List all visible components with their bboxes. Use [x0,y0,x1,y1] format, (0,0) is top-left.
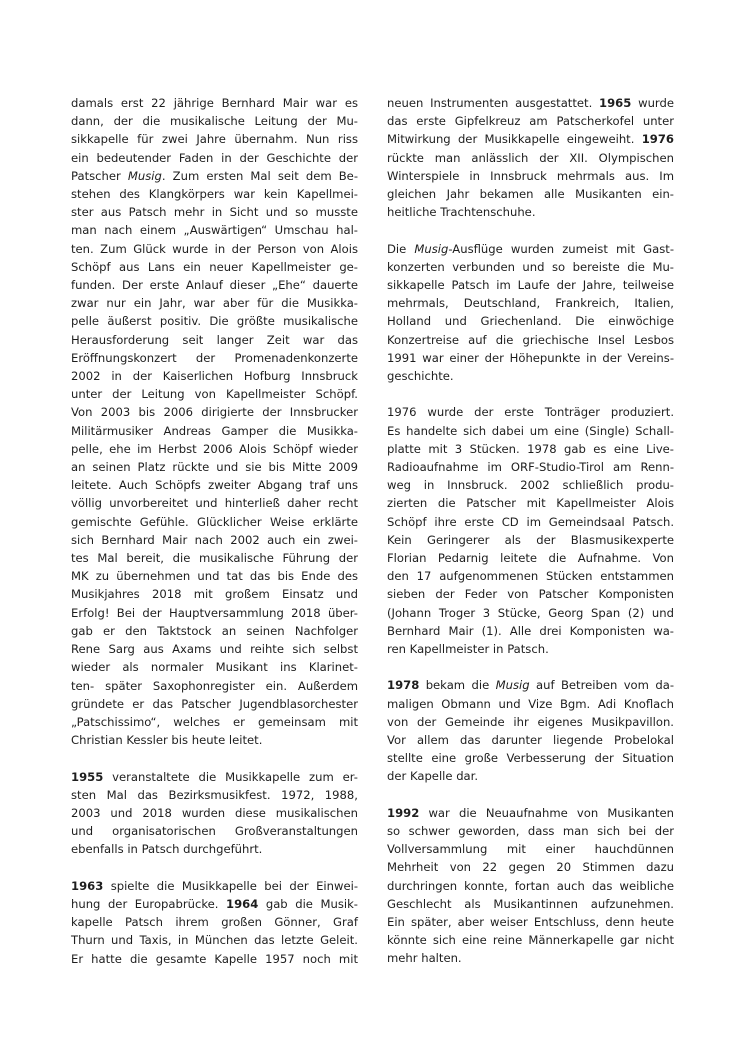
text-line: Patscher Musig. Zum ersten Mal seit dem Be- [71,168,358,183]
text-line: ten. Zum Glück wurde in der Person von Alois [71,241,358,256]
text-line: Schöpf aus Lans ein neuer Kapellmeister ge- [71,259,358,274]
text-line: Schöpf ihre erste CD im Gemeindsaal Patsch. [387,514,674,529]
text-line: sikkapelle Patsch im Laufe der Jahre, teilweise [387,278,674,293]
text-line: 1976 wurde der erste Tonträger produziert. [387,405,674,420]
text-line: tes Mal bereit, die musikalische Führung der [71,551,358,566]
year-highlight: 1955 [71,769,104,784]
text-line: 1963 spielte die Musikkapelle bei der Einwei- [71,878,358,893]
text-line: der Kapelle dar. [387,769,479,784]
text-line: Es handelte sich dabei um eine (Single) Schall- [387,423,674,438]
text-line: rückte man anlässlich der XII. Olympischen [387,150,674,165]
right-text-column [387,94,674,986]
text-line: gab er den Taktstock an seinen Nachfolger [71,623,358,638]
paragraph [71,768,358,859]
year-highlight: 1978 [387,678,420,693]
text-line: platte mit 3 Stücken. 1978 gab es eine Live- [387,441,674,456]
text-line: Vor allem das darunter liegende Probelokal [387,733,674,748]
text-line: 1991 war einer der Höhepunkte in der Vereins- [387,350,674,365]
paragraph [71,877,358,968]
text-line: mehr halten. [387,951,462,966]
italic-term: Musig [495,678,530,693]
text-line: Geschlecht als Musikantinnen aufzunehmen. [387,896,674,911]
text-line: damals erst 22 jährige Bernhard Mair war es [71,96,358,110]
text-line: Bernhard Mair (1). Alle drei Komponisten wa- [387,623,674,638]
text-line: gleichen Jahr bekamen alle Musikanten ein- [387,187,674,202]
text-line: hung der Europabrücke. 1964 gab die Musik- [71,896,358,911]
year-highlight: 1976 [641,132,674,147]
text-line: Vollversammlung mit einer hauchdünnen [387,842,674,857]
text-line: ren Kapellmeister in Patsch. [387,642,549,657]
italic-term: Musig [414,241,449,256]
text-line: ten- später Saxophonregister ein. Außerdem [71,678,358,693]
text-line: sikkapelle für zwei Jahre übernahm. Nun riss [71,132,358,147]
text-line: heitliche Trachtenschuhe. [387,205,536,220]
text-line: Rene Sarg aus Axams und reihte sich selbst [71,642,358,657]
text-line: und organisatorischen Großveranstaltungen [71,824,358,839]
text-line: sich Bernhard Mair nach 2002 auch ein zwei- [71,532,358,547]
text-line: (Johann Troger 3 Stücke, Georg Span (2) und [387,605,674,620]
text-line: stellte eine große Verbesserung der Situation [387,751,674,766]
text-line: Mehrheit von 22 gegen 20 Stimmen dazu [387,860,674,875]
text-line: 1992 war die Neuaufnahme von Musikanten [387,805,674,820]
left-text-column [71,94,358,986]
text-line: 1978 bekam die Musig auf Betreiben vom da- [387,678,675,693]
text-line: Kein Geringerer als der Blasmusikexperte [387,532,674,547]
text-line: Er hatte die gesamte Kapelle 1957 noch mit [71,951,358,966]
text-line: Konzertreise auf die griechische Insel Lesbos [387,332,674,347]
text-line: pelle äußerst positiv. Die größte musikalische [71,314,358,329]
text-line: leitete. Auch Schöpfs zweiter Abgang traf uns [71,478,358,493]
text-line: konzerten verbunden und so bereiste die Mu- [387,259,674,274]
text-line: weg in Innsbruck. 2002 schließlich produ- [387,478,674,493]
text-line: neuen Instrumenten ausgestattet. 1965 wurde [387,96,674,110]
text-line: Eröffnungskonzert der Promenadenkonzerte [71,350,358,365]
paragraph [387,240,674,386]
text-line: Mitwirkung der Musikkapelle eingeweiht. 1976 [387,132,674,147]
text-line: unter der Leitung von Kapellmeister Schöpf. [71,387,358,402]
text-line: Christian Kessler bis heute leitet. [71,733,263,748]
paragraph [387,676,674,785]
text-line: so schwer geworden, dass man sich bei der [387,824,674,839]
text-line: könnte sich eine reine Männerkapelle gar nicht [387,933,674,948]
text-line: von der Gemeinde ihr eigenes Musikpavillon. [387,714,674,729]
text-line: zierten die Patscher mit Kapellmeister Alois [387,496,674,511]
text-line: dann, der die musikalische Leitung der Mu- [71,114,358,129]
text-line: durchringen konnte, fortan auch das weibliche [387,878,674,893]
text-line: 2002 in der Kaiserlichen Hofburg Innsbruck [71,369,358,384]
paragraph [387,403,674,658]
text-line: Thurn und Taxis, in München das letzte Geleit. [71,933,358,948]
text-line: kapelle Patsch ihrem großen Gönner, Graf [71,915,358,930]
text-line: Die Musig-Ausflüge wurden zumeist mit Gast- [387,241,675,256]
text-line: gründete er das Patscher Jugendblasorchester [71,696,358,711]
text-line: man nach einem „Auswärtigen“ Umschau hal- [71,223,358,238]
text-line: stehen des Klangkörpers war kein Kapellmei- [71,187,358,202]
year-highlight: 1964 [226,896,259,911]
text-line: pelle, ehe im Herbst 2006 Alois Schöpf wieder [71,441,358,456]
text-line: das erste Gipfelkreuz am Patscherkofel unter [387,114,674,129]
text-line: den 17 aufgenommenen Stücken entstammen [387,569,674,584]
paragraph [387,94,674,221]
year-highlight: 1965 [599,96,632,110]
text-line: Erfolg! Bei der Hauptversammlung 2018 über- [71,605,358,620]
text-line: Florian Pedarnig leitete die Aufnahme. Von [387,551,674,566]
paragraph [387,804,674,968]
text-line: Winterspiele in Innsbruck mehrmals aus. Im [387,168,674,183]
text-line: Ein später, aber weiser Entschluss, denn heute [387,915,674,930]
text-line: Musikjahres 2018 mit großem Einsatz und [71,587,358,602]
text-line: maligen Obmann und Vize Bgm. Adi Knoflach [387,696,674,711]
text-line: ein bedeutender Faden in der Geschichte der [71,150,358,165]
text-line: Holland und Griechenland. Die einwöchige [387,314,674,329]
text-line: MK zu übernehmen und tat das bis Ende des [71,569,358,584]
year-highlight: 1963 [71,878,104,893]
text-line: „Patschissimo“, welches er gemeinsam mit [71,714,358,729]
text-line: mehrmals, Deutschland, Frankreich, Italien, [387,296,674,311]
text-line: ster aus Patsch mehr in Sicht und so musste [71,205,358,220]
text-line: sten Mal das Bezirksmusikfest. 1972, 1988, [71,787,358,802]
text-line: 2003 und 2018 wurden diese musikalischen [71,805,358,820]
text-line: völlig unvorbereitet und hinterließ daher recht [71,496,358,511]
text-line: Radioaufnahme im ORF-Studio-Tirol am Renn- [387,460,674,475]
paragraph [71,94,358,749]
text-line: sieben der Feder von Patscher Komponisten [387,587,674,602]
text-line: wieder als normaler Musikant ins Klarinet- [71,660,358,675]
text-line: an seinen Platz rückte und sie bis Mitte 2009 [71,460,358,475]
year-highlight: 1992 [387,805,420,820]
text-line: zwar nur ein Jahr, war aber für die Musikka- [71,296,358,311]
text-line: Militärmusiker Andreas Gamper die Musikka- [71,423,358,438]
italic-term: Musig [127,168,162,183]
text-line: funden. Der erste Anlauf dieser „Ehe“ dauerte [71,278,358,293]
text-line: gemischte Gefühle. Glücklicher Weise erklärte [71,514,358,529]
text-line: Herausforderung seit langer Zeit war das [71,332,358,347]
text-line: 1955 veranstaltete die Musikkapelle zum er- [71,769,358,784]
text-line: geschichte. [387,369,454,384]
text-line: ebenfalls in Patsch durchgeführt. [71,842,263,857]
text-line: Von 2003 bis 2006 dirigierte der Innsbrucker [71,405,358,420]
